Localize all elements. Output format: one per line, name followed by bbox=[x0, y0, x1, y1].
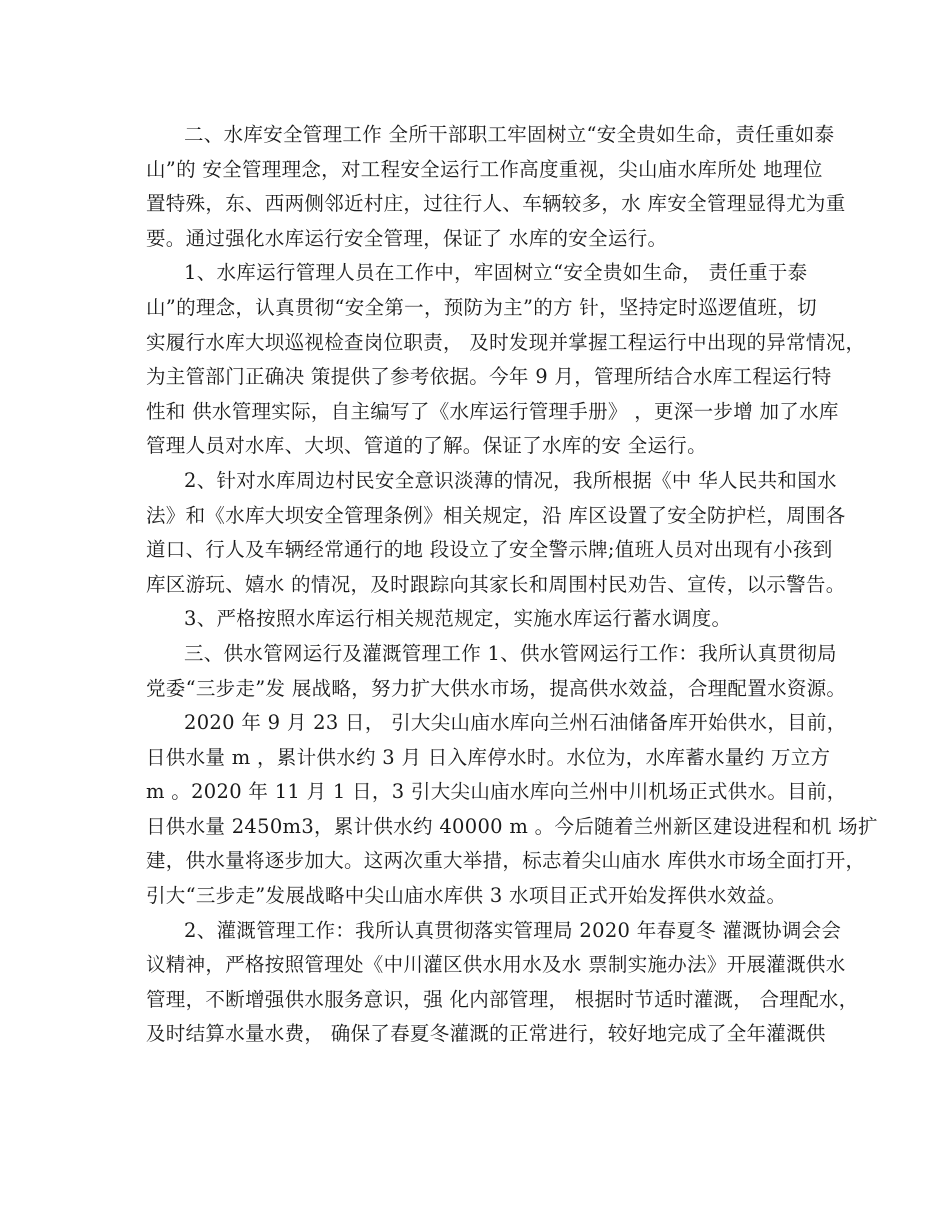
text-line: 1、水库运行管理人员在工作中，牢固树立“安全贵如生命， 责任重于泰 bbox=[184, 261, 808, 285]
text-line: 山”的理念，认真贯彻“安全第一，预防为主”的方 针，坚持定时巡逻值班，切 bbox=[146, 295, 817, 319]
text-line: 日供水量 2450m3，累计供水约 40000 m 。今后随着兰州新区建设进程和机 场扩 bbox=[146, 814, 878, 838]
text-line: m 。2020 年 11 月 1 日，3 引大尖山庙水库向兰州中川机场正式供水。目前， bbox=[146, 780, 847, 804]
text-line: 道口、行人及车辆经常通行的地 段设立了安全警示牌;值班人员对出现有小孩到 bbox=[146, 538, 833, 562]
text-line: 2、灌溉管理工作：我所认真贯彻落实管理局 2020 年春夏冬 灌溉协调会会 bbox=[184, 918, 842, 942]
text-line: 二、水库安全管理工作 全所干部职工牢固树立“安全贵如生命，责任重如泰 bbox=[184, 123, 835, 146]
text-line: 2、针对水库周边村民安全意识淡薄的情况，我所根据《中 华人民共和国水 bbox=[184, 468, 837, 492]
text-line: 山”的 安全管理理念，对工程安全运行工作高度重视，尖山庙水库所处 地理位 bbox=[146, 157, 823, 181]
document-body bbox=[146, 118, 878, 1052]
text-line: 置特殊，东、西两侧邻近村庄，过往行人、车辆较多，水 库安全管理显得尤为重 bbox=[146, 192, 846, 216]
text-line: 性和 供水管理实际，自主编写了《水库运行管理手册》 ，更深一步增 加了水库 bbox=[146, 399, 839, 423]
text-line: 库区游玩、嬉水 的情况，及时跟踪向其家长和周围村民劝告、宣传，以示警告。 bbox=[146, 572, 846, 596]
text-line: 实履行水库大坝巡视检查岗位职责， 及时发现并掌握工程运行中出现的异常情况， bbox=[146, 330, 866, 354]
text-line: 管理，不断增强供水服务意识，强 化内部管理， 根据时节适时灌溉， 合理配水， bbox=[146, 987, 859, 1011]
text-line: 管理人员对水库、大坝、管道的了解。保证了水库的安 全运行。 bbox=[146, 434, 707, 458]
text-line: 要。通过强化水库运行安全管理，保证了 水库的安全运行。 bbox=[146, 226, 668, 250]
text-line: 为主管部门正确决 策提供了参考依据。今年 9 月，管理所结合水库工程运行特 bbox=[146, 365, 832, 389]
text-line: 议精神，严格按照管理处《中川灌区供水用水及水 票制实施办法》开展灌溉供水 bbox=[146, 953, 846, 977]
text-line: 日供水量 m ，累计供水约 3 月 日入库停水时。水位为，水库蓄水量约 万立方 bbox=[146, 745, 831, 769]
text-line: 党委“三步走”发 展战略，努力扩大供水市场，提高供水效益，合理配置水资源。 bbox=[146, 676, 847, 700]
text-line: 法》和《水库大坝安全管理条例》相关规定，沿 库区设置了安全防护栏，周围各 bbox=[146, 503, 846, 527]
text-line: 建，供水量将逐步加大。这两次重大举措，标志着尖山庙水 库供水市场全面打开， bbox=[146, 849, 866, 873]
text-line: 2020 年 9 月 23 日， 引大尖山庙水库向兰州石油储备库开始供水，目前， bbox=[184, 711, 847, 735]
text-line: 及时结算水量水费， 确保了春夏冬灌溉的正常进行，较好地完成了全年灌溉供 bbox=[146, 1022, 826, 1046]
text-line: 引大“三步走”发展战略中尖山庙水库供 3 水项目正式开始发挥供水效益。 bbox=[146, 884, 787, 908]
text-line: 三、供水管网运行及灌溉管理工作 1、供水管网运行工作：我所认真贯彻局 bbox=[184, 641, 837, 665]
text-line: 3、严格按照水库运行相关规范规定，实施水库运行蓄水调度。 bbox=[184, 607, 732, 631]
